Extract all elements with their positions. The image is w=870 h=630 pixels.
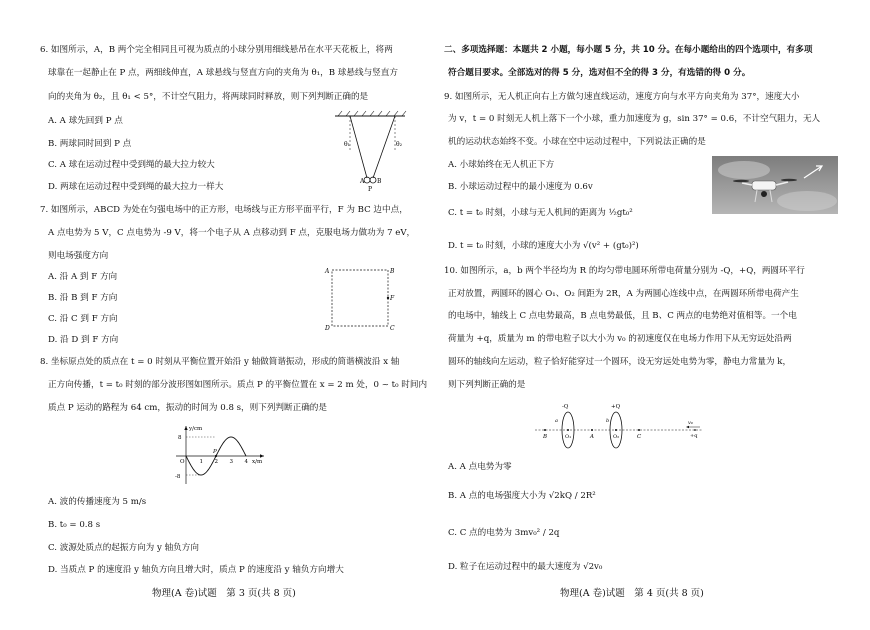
- q10-option-d: D. 粒子在运动过程中的最大速度为 √2v₀: [448, 562, 603, 572]
- page-footer-left: 物理(A 卷)试题 第 3 页(共 8 页): [152, 588, 296, 599]
- point-p-label: P: [368, 186, 373, 193]
- q6-option-d: D. 两球在运动过程中受到绳的最大拉力一样大: [48, 182, 224, 192]
- q6-line-1: 6. 如图所示，A，B 两个完全相同且可视为质点的小球分别用细线悬吊在水平天花板上，将两: [40, 45, 393, 55]
- q9-option-c: C. t = t₀ 时刻，小球与无人机间的距离为 ½gt₀²: [448, 208, 633, 218]
- point-a-label: A: [590, 434, 594, 440]
- q6-option-b: B. 两球同时回到 P 点: [48, 139, 132, 149]
- ball-a-label: A: [360, 178, 365, 185]
- string-a: [350, 116, 367, 178]
- origin-label: O: [180, 459, 185, 465]
- q7-option-d: D. 沿 D 到 F 方向: [48, 335, 119, 345]
- section-header-line-2: 符合题目要求。全部选对的得 5 分，选对但不全的得 3 分，有选错的得 0 分。: [448, 68, 751, 78]
- point-p-dot: [215, 455, 217, 457]
- q7-line-3: 则电场强度方向: [48, 251, 109, 261]
- x-axis-label: x/m: [252, 459, 263, 465]
- q8-wave-figure: [170, 422, 270, 488]
- v0-label: v₀: [688, 420, 693, 426]
- x-tick-label: 3: [229, 459, 233, 465]
- q9-line-3: 机的运动状态始终不变。小球在空中运动过程中，下列说法正确的是: [448, 137, 706, 147]
- q8-option-b: B. t₀ = 0.8 s: [48, 520, 101, 530]
- q7-line-2: A 点电势为 5 V，C 点电势为 -9 V，将一个电子从 A 点移动到 F 点，克服电场力做功为 7 eV，: [48, 228, 416, 238]
- q9-drone-photo: [712, 156, 838, 214]
- ball-b-label: B: [377, 178, 382, 185]
- string-b: [373, 116, 395, 178]
- point-b-label: B: [543, 434, 548, 440]
- ring-b-label: b: [606, 418, 610, 424]
- charge-neg-q-label: -Q: [562, 404, 569, 410]
- q7-line-1: 7. 如图所示，ABCD 为处在匀强电场中的正方形，电场线与正方形平面平行，F 为 BC 边中点，: [40, 205, 408, 215]
- q8-option-c: C. 波源处质点的起振方向为 y 轴负方向: [48, 543, 199, 553]
- q7-option-c: C. 沿 C 到 F 方向: [48, 314, 118, 324]
- charge-pos-q-label: +Q: [611, 404, 621, 410]
- o1-label: O₁: [565, 434, 572, 440]
- q9-option-b: B. 小球运动过程中的最小速度为 0.6v: [448, 182, 593, 192]
- square-abcd: [332, 270, 388, 326]
- theta1-label: θ₁: [344, 141, 351, 148]
- y-axis-label: y/cm: [189, 426, 203, 432]
- page-footer-right: 物理(A 卷)试题 第 4 页(共 8 页): [560, 588, 704, 599]
- o2-label: O₂: [613, 434, 620, 440]
- x-tick-label: 4: [244, 459, 248, 465]
- q10-option-c: C. C 点的电势为 3mv₀² / 2q: [448, 528, 560, 538]
- q6-line-3: 向的夹角为 θ₂，且 θ₁ < 5°，不计空气阻力，将两球同时释放，则下列判断正确的是: [48, 92, 369, 102]
- q10-line-3: 的电场中，轴线上 C 点电势最高，B 点电势最低，且 B、C 两点的电势绝对值相等。一个电: [448, 311, 797, 321]
- q8-option-d: D. 当质点 P 的速度沿 y 轴负方向且增大时，质点 P 的速度沿 y 轴负方向增大: [48, 565, 344, 575]
- q7-option-b: B. 沿 B 到 F 方向: [48, 293, 118, 303]
- vertex-a-label: A: [325, 268, 330, 275]
- y-tick-neg-8: -8: [175, 474, 181, 480]
- q8-line-1: 8. 坐标原点处的质点在 t = 0 时刻从平衡位置开始沿 y 轴做简谐振动，形成的简谐横波沿 x 轴: [40, 357, 400, 367]
- y-tick-8: 8: [178, 435, 182, 441]
- q9-option-d: D. t = t₀ 时刻，小球的速度大小为 √(v² + (gt₀)²): [448, 241, 639, 251]
- theta2-label: θ₂: [396, 141, 403, 148]
- q6-option-c: C. A 球在运动过程中受到绳的最大拉力较大: [48, 160, 215, 170]
- q9-line-1: 9. 如图所示，无人机正向右上方做匀速直线运动，速度方向与水平方向夹角为 37°，速度大小: [444, 92, 800, 102]
- q9-option-a: A. 小球始终在无人机正下方: [448, 160, 555, 170]
- particle-charge-label: +q: [690, 433, 698, 439]
- q7-square-figure: [322, 264, 402, 332]
- x-tick-label: 1: [199, 459, 203, 465]
- q10-line-2: 正对放置，两圆环的圆心 O₁、O₂ 间距为 2R，A 为两圆心连线中点，在两圆环所带电荷产生: [448, 289, 799, 299]
- q10-line-5: 圆环的轴线向左运动，粒子恰好能穿过一个圆环，设无穷远处电势为零，静电力常量为 k，: [448, 357, 792, 367]
- q10-option-a: A. A 点电势为零: [448, 462, 512, 472]
- vertex-c-label: C: [390, 325, 395, 332]
- q10-line-1: 10. 如图所示，a，b 两个半径均为 R 的均匀带电圆环所带电荷量分别为 -Q，+Q，两圆环平行: [444, 266, 805, 276]
- q6-line-2: 球靠在一起静止在 P 点，两细线伸直，A 球悬线与竖直方向的夹角为 θ₁，B 球悬线与竖直方: [48, 68, 398, 78]
- q8-line-3: 质点 P 运动的路程为 64 cm，振动的时间为 0.8 s，则下列判断正确的是: [48, 403, 327, 413]
- q8-option-a: A. 波的传播速度为 5 m/s: [48, 497, 147, 507]
- q6-option-a: A. A 球先回到 P 点: [48, 116, 123, 126]
- q7-option-a: A. 沿 A 到 F 方向: [48, 272, 118, 282]
- q6-pendulum-figure: [330, 110, 410, 195]
- q10-rings-figure: [530, 400, 710, 452]
- q9-line-2: 为 v，t = 0 时刻无人机上落下一个小球，重力加速度为 g，sin 37° = 0.6，不计空气阻力，无人: [448, 114, 821, 124]
- x-tick-label: 2: [214, 459, 218, 465]
- q10-option-b: B. A 点的电场强度大小为 √2kQ / 2R²: [448, 491, 596, 501]
- point-f-label: F: [390, 295, 395, 302]
- ring-a-label: a: [555, 418, 558, 424]
- q10-line-4: 荷量为 +q，质量为 m 的带电粒子以大小为 v₀ 的初速度仅在电场力作用下从无穷远处沿两: [448, 334, 792, 344]
- q8-line-2: 正方向传播，t = t₀ 时刻的部分波形图如图所示。质点 P 的平衡位置在 x = 2 m 处，0 ~ t₀ 时间内: [48, 380, 428, 390]
- q10-line-6: 则下列判断正确的是: [448, 380, 526, 390]
- vertex-b-label: B: [390, 268, 395, 275]
- point-p-label: P: [213, 449, 217, 455]
- point-f-dot: [387, 297, 389, 299]
- section-header-line-1: 二、多项选择题：本题共 2 小题，每小题 5 分，共 10 分。在每小题给出的四个选项中，有多项: [444, 45, 813, 55]
- point-c-label: C: [637, 434, 642, 440]
- x-ticks: [200, 459, 249, 465]
- vertex-d-label: D: [325, 325, 330, 332]
